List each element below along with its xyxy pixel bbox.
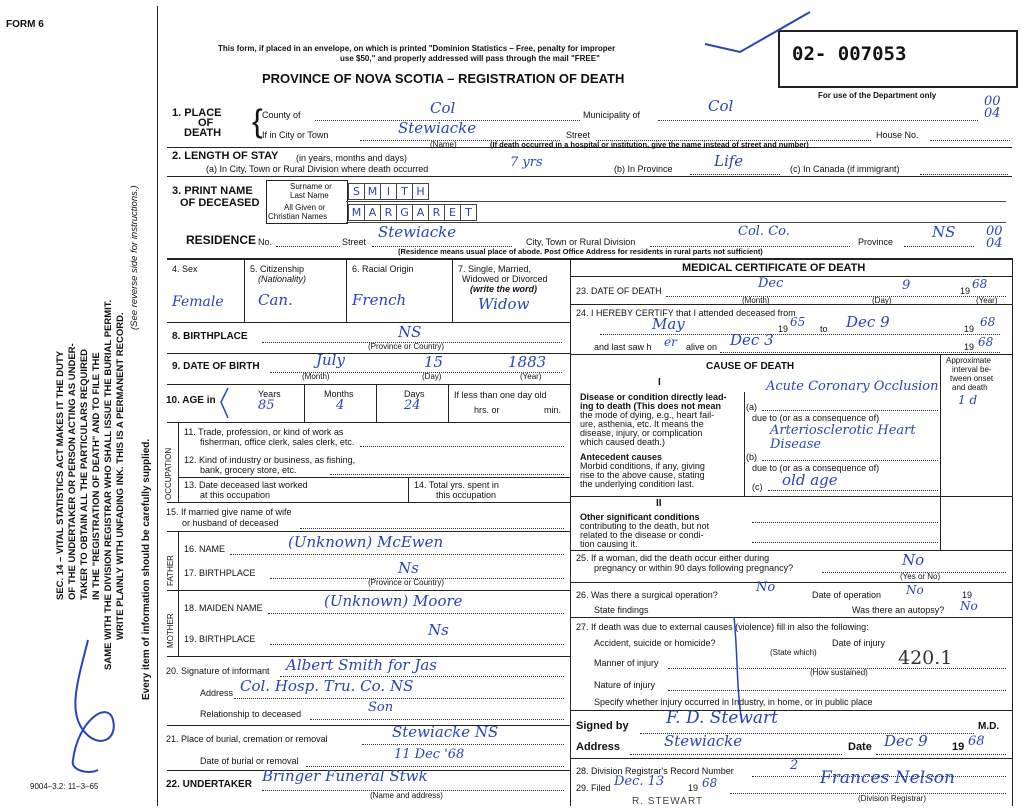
stay-a-value: 7 yrs xyxy=(510,155,543,170)
q25-answer: No xyxy=(902,551,925,569)
father-name-label: 16. NAME xyxy=(184,544,226,554)
q24-bottom xyxy=(570,354,1012,355)
disease-label-4: ure, asthenia, etc. It means the xyxy=(580,419,704,429)
place-label-2: OF xyxy=(198,117,214,129)
residence-label: RESIDENCE xyxy=(186,233,257,247)
given-letter: E xyxy=(444,204,461,221)
residence-note: (Residence means usual place of abode. Post Office Address for residents in rural parts not sufficient) xyxy=(398,247,763,256)
side-text-4: IN THE "REGISTRATION OF DEATH" AND TO FILE THE xyxy=(91,352,102,600)
last-year-prefix: 19 xyxy=(964,342,975,352)
residence-province: NS xyxy=(932,223,956,241)
part-i-label: I xyxy=(658,377,661,388)
municipality-line xyxy=(658,120,978,121)
q23-line xyxy=(666,296,1006,297)
father-birthplace: Ns xyxy=(398,559,419,577)
given-letter: M xyxy=(348,204,365,221)
q11-line1: 11. Trade, profession, or kind of work as xyxy=(184,427,344,437)
stay-a-label: (a) In City, Town or Rural Division where death occurred xyxy=(206,164,429,174)
mother-maiden: (Unknown) Moore xyxy=(324,592,463,610)
side-text-6: WRITE PLAINLY WITH UNFADING INK. THIS IS A PERMANENT RECORD. xyxy=(115,312,126,640)
stay-b-label: (b) In Province xyxy=(614,164,673,174)
dob-year: 1883 xyxy=(508,353,547,371)
cause-c: old age xyxy=(782,471,838,489)
residence-street-label: Street xyxy=(342,237,367,247)
county-label: County of xyxy=(262,110,301,120)
age-days: 24 xyxy=(404,398,421,413)
disease-label-2: ing to death (This does not mean xyxy=(580,401,722,411)
burial-date: 11 Dec '68 xyxy=(394,747,465,762)
q23-bottom xyxy=(570,304,1012,305)
racial-divider xyxy=(452,258,453,322)
state-which: (State which) xyxy=(770,648,817,657)
informant-address: Col. Hosp. Tru. Co. NS xyxy=(240,677,414,695)
antecedent-label-1: Antecedent causes xyxy=(580,452,663,462)
less-day-label: If less than one day old xyxy=(454,390,547,400)
hospital-note: (If death occurred in a hospital or institution, give the name instead of street and number) xyxy=(490,140,809,149)
filed-date: Dec. 13 xyxy=(614,774,665,789)
stay-hint: (in years, months and days) xyxy=(296,153,408,163)
age-years: 85 xyxy=(258,398,275,413)
to-year: 68 xyxy=(980,315,996,329)
dob-day-sub: (Day) xyxy=(422,372,442,381)
spouse-label-1: 15. If married give name of wife xyxy=(166,507,292,517)
medical-header: MEDICAL CERTIFICATE OF DEATH xyxy=(682,262,866,274)
marital-label-2: Widowed or Divorced xyxy=(462,274,548,284)
last-year: 68 xyxy=(978,335,994,349)
death-day: 9 xyxy=(902,278,911,293)
sign-address-line xyxy=(630,754,842,755)
marital-label-1: 7. Single, Married, xyxy=(458,264,532,274)
registrar-sub: (Division Registrar) xyxy=(858,794,927,803)
how-sustained: (How sustained) xyxy=(810,668,868,677)
q13-line1: 13. Date deceased last worked xyxy=(184,480,308,490)
sign-address-label: Address xyxy=(576,741,621,753)
part-ii-label: II xyxy=(656,498,662,509)
death-year: 68 xyxy=(972,277,988,291)
age-months: 4 xyxy=(336,398,345,413)
brace-icon: { xyxy=(252,103,263,139)
disease-label-6: which caused death.) xyxy=(580,437,666,447)
q26-bottom xyxy=(570,617,1012,618)
center-divider xyxy=(570,258,571,806)
name-label-2: OF DECEASED xyxy=(180,197,260,209)
informant-address-line xyxy=(234,698,564,699)
county-value: Col xyxy=(430,99,456,117)
q14-line1: 14. Total yrs. spent in xyxy=(414,480,499,490)
last-saw-date: Dec 3 xyxy=(730,331,774,349)
antecedent-label-2: Morbid conditions, if any, giving xyxy=(580,461,705,471)
informant-bottom xyxy=(167,725,570,726)
surname-cells xyxy=(346,181,1006,202)
autopsy: No xyxy=(960,599,978,613)
age-bracket xyxy=(218,386,230,420)
injury-date-label: Date of injury xyxy=(832,638,886,648)
father-side-label: FATHER xyxy=(166,555,175,586)
other-line-2 xyxy=(752,542,938,543)
given-letter: T xyxy=(460,204,477,221)
mother-birthplace-line xyxy=(270,644,564,645)
residence-province-line xyxy=(904,246,974,247)
other-label-1: Other significant conditions xyxy=(580,512,700,522)
min-label: min. xyxy=(544,405,562,415)
surname-label-1: Surname or xyxy=(290,182,332,191)
q24-label: 24. I HEREBY CERTIFY that I attended deceased from xyxy=(576,308,796,318)
medical-header-line xyxy=(570,276,1012,277)
md-label: M.D. xyxy=(978,721,1000,732)
antecedent-label-3: rise to the above cause, stating xyxy=(580,470,705,480)
side-text-2: OF THE UNDERTAKER OR PERSON ACTING AS UNDER- xyxy=(67,343,78,600)
death-month-sub: (Month) xyxy=(742,296,770,305)
other-label-4: tion causing it. xyxy=(580,539,638,549)
informant-address-label: Address xyxy=(200,688,234,698)
personal-row-bottom xyxy=(167,322,570,323)
q12-line1: 12. Kind of industry or business, as fishing, xyxy=(184,455,356,465)
municipality-value: Col xyxy=(708,97,734,115)
birthplace-sub: (Province or Country) xyxy=(368,342,445,351)
death-year-sub: (Year) xyxy=(976,296,998,305)
part-i-bottom xyxy=(570,496,1012,497)
informant-relationship-label: Relationship to deceased xyxy=(200,709,302,719)
surname-letter: H xyxy=(412,183,429,200)
name-sublabel: (Name) xyxy=(430,140,457,149)
burial-date-label: Date of burial or removal xyxy=(200,756,299,766)
alive-label: alive on xyxy=(686,342,718,352)
residence-no-line xyxy=(276,246,340,247)
sex-divider xyxy=(244,258,245,322)
mother-birthplace-label: 19. BIRTHPLACE xyxy=(184,634,256,644)
signed-value: F. D. Stewart xyxy=(666,708,778,728)
citizenship-sub: (Nationality) xyxy=(258,274,307,284)
sign-year: 68 xyxy=(968,734,985,749)
death-day-sub: (Day) xyxy=(872,296,892,305)
autopsy-label: Was there an autopsy? xyxy=(852,605,945,615)
father-name: (Unknown) McEwen xyxy=(288,533,444,551)
dept-use-label: For use of the Department only xyxy=(818,91,937,100)
citizenship-label: 5. Citizenship xyxy=(250,264,305,274)
given-letter: A xyxy=(364,204,381,221)
cause-bracket xyxy=(744,392,745,496)
marital-value: Widow xyxy=(478,295,530,313)
informant-sig: Albert Smith for Jas xyxy=(286,656,438,674)
code-420: 420.1 xyxy=(898,647,953,669)
sign-address: Stewiacke xyxy=(664,732,743,750)
from-year-prefix: 19 xyxy=(778,324,789,334)
cause-a-interval: 1 d xyxy=(958,393,978,407)
due-to-2: due to (or as a consequence of) xyxy=(752,463,880,473)
disease-label-3: the mode of dying, e.g., heart fail- xyxy=(580,410,715,420)
q28-label: 28. Division Registrar's Record Number xyxy=(576,766,734,776)
racial-value: French xyxy=(352,291,407,309)
attended-to: Dec 9 xyxy=(846,313,890,331)
registration-number: 02- 007053 xyxy=(792,43,907,65)
signed-label: Signed by xyxy=(576,720,629,732)
specify-label: Specify whether injury occurred in Industry, in home, or in public place xyxy=(594,697,873,707)
check-mark-icon xyxy=(700,6,820,56)
antecedent-label-4: the underlying condition last. xyxy=(580,479,695,489)
given-letter: G xyxy=(396,204,413,221)
section-divider-2 xyxy=(167,176,1012,177)
op-date-label: Date of operation xyxy=(812,590,882,600)
mailing-notice-line2: use $50," and properly addressed will pass through the mail "FREE" xyxy=(340,54,600,63)
undertaker-label: 22. UNDERTAKER xyxy=(166,779,252,790)
age-label: 10. AGE in xyxy=(166,395,216,406)
q13-line2: at this occupation xyxy=(200,490,271,500)
stay-label: 2. LENGTH OF STAY xyxy=(172,150,279,162)
last-saw-label: and last saw h xyxy=(594,342,652,352)
stay-b-line xyxy=(690,174,780,175)
age-days-label: Days xyxy=(404,389,425,399)
age-row-bottom xyxy=(167,422,570,423)
nature-label: Nature of injury xyxy=(594,680,656,690)
q26-answer: No xyxy=(756,580,776,595)
mother-maiden-line xyxy=(268,613,564,614)
sign-date-line xyxy=(876,754,1006,755)
residence-no-label: No. xyxy=(258,237,273,247)
occupation-side-label: OCCUPATION xyxy=(164,447,173,500)
residence-city-label: City, Town or Rural Division xyxy=(526,237,636,247)
place-label-1: 1. PLACE xyxy=(172,107,222,119)
burial-place: Stewiacke NS xyxy=(392,723,499,741)
hrs-label: hrs. or xyxy=(474,405,500,415)
age-div-2 xyxy=(376,384,377,422)
parents-sidebar-line xyxy=(178,531,179,656)
registrar-name: Frances Nelson xyxy=(820,768,955,788)
citizenship-value: Can. xyxy=(258,291,293,309)
given-label-2: Christian Names xyxy=(268,212,328,221)
spouse-label-2: or husband of deceased xyxy=(182,518,279,528)
spouse-line xyxy=(300,528,564,529)
father-name-line xyxy=(230,554,564,555)
cause-b: Arteriosclerotic Heart Disease xyxy=(770,423,916,452)
other-label-2: contributing to the death, but not xyxy=(580,521,710,531)
given-label-1: All Given or xyxy=(284,203,326,212)
other-label-3: related to the disease or condi- xyxy=(580,530,704,540)
age-months-label: Months xyxy=(324,389,354,399)
cause-a-line xyxy=(762,410,938,411)
given-letter: R xyxy=(428,204,445,221)
residence-city: Col. Co. xyxy=(738,224,790,239)
q27-label: 27. If death was due to external causes (violence) fill in also the following: xyxy=(576,622,869,632)
occupation-bottom xyxy=(167,502,570,503)
dob-day: 15 xyxy=(424,353,444,371)
municipality-label: Municipality of xyxy=(583,110,641,120)
cause-c-line xyxy=(768,490,938,491)
residence-street: Stewiacke xyxy=(378,223,457,241)
given-letter: R xyxy=(380,204,397,221)
disease-label-5: disease, injury, or complication xyxy=(580,428,703,438)
age-div-3 xyxy=(448,384,449,422)
q12-line xyxy=(330,474,564,475)
filed-year: 68 xyxy=(702,776,718,790)
stay-c-line xyxy=(920,174,1008,175)
mother-maiden-label: 18. MAIDEN NAME xyxy=(184,603,263,613)
stay-c-label: (c) In Canada (if immigrant) xyxy=(790,164,900,174)
dob-row-bottom xyxy=(167,384,570,385)
last-saw-hw: er xyxy=(664,335,677,349)
house-label: House No. xyxy=(876,130,919,140)
surname-letter: M xyxy=(364,183,381,200)
informant-relationship-line xyxy=(310,719,564,720)
part-ii-bottom xyxy=(570,550,1012,551)
nature-line xyxy=(668,690,1006,691)
sign-date-label: Date xyxy=(848,741,872,753)
residence-code: 00 04 xyxy=(986,224,1003,251)
side-text-1: SEC. 14 – VITAL STATISTICS ACT MAKES IT THE DUTY xyxy=(55,350,66,600)
state-findings: State findings xyxy=(594,605,649,615)
birthplace-label: 8. BIRTHPLACE xyxy=(172,331,248,342)
q11-line xyxy=(360,446,564,447)
stay-b-value: Life xyxy=(714,152,744,170)
city-value: Stewiacke xyxy=(398,119,477,137)
father-mother-divider xyxy=(167,590,570,591)
surname-letter: I xyxy=(380,183,397,200)
death-month: Dec xyxy=(758,276,784,291)
dept-code: 00 04 xyxy=(984,94,1001,121)
death-year-prefix: 19 xyxy=(960,286,971,296)
father-birthplace-sub: (Province or Country) xyxy=(368,578,445,587)
age-div-1 xyxy=(304,384,305,422)
to-year-prefix: 19 xyxy=(964,324,975,334)
cause-a-label: (a) xyxy=(746,402,757,412)
q24-from-line xyxy=(600,334,1000,335)
frame-right xyxy=(1012,258,1013,806)
accident-label: Accident, suicide or homicide? xyxy=(594,638,716,648)
birthplace-value: NS xyxy=(398,323,422,341)
q26-label: 26. Was there a surgical operation? xyxy=(576,590,718,600)
form-label: FORM 6 xyxy=(6,19,44,30)
ink-scribble xyxy=(58,620,128,780)
dob-label: 9. DATE OF BIRTH xyxy=(172,361,260,372)
dob-year-sub: (Year) xyxy=(520,372,542,381)
dob-month: July xyxy=(316,351,345,369)
page-title: PROVINCE OF NOVA SCOTIA – REGISTRATION OF DEATH xyxy=(262,71,625,86)
interval-label-2: interval be- xyxy=(952,365,992,374)
q13-q14-divider xyxy=(408,477,409,502)
q25-line2: pregnancy or within 90 days following pregnancy? xyxy=(594,563,794,573)
side-text-5: SAME WITH THE DIVISION REGISTRAR WHO SHALL ISSUE THE BURIAL PERMIT. xyxy=(103,299,114,670)
residence-province-label: Province xyxy=(858,237,894,247)
interval-label-1: Approximate xyxy=(946,356,991,365)
street-label: Street xyxy=(566,130,591,140)
interval-label-3: tween onset xyxy=(950,374,994,383)
q27-bottom xyxy=(570,710,1012,711)
side-text-7: (See reverse side for instructions.) xyxy=(129,185,140,330)
mother-birthplace: Ns xyxy=(428,621,449,639)
place-label-3: DEATH xyxy=(184,127,222,139)
form-code: 9004–3.2: 11–3–65 xyxy=(30,782,99,791)
spouse-bottom xyxy=(167,531,570,532)
cause-c-label: (c) xyxy=(752,482,763,492)
burial-place-label: 21. Place of burial, cremation or removal xyxy=(166,734,328,744)
disease-label-1: Disease or condition directly lead- xyxy=(580,392,727,402)
q11-line2: fisherman, office clerk, sales clerk, etc. xyxy=(200,437,355,447)
record-number: 2 xyxy=(790,758,799,773)
last-saw-line xyxy=(720,352,1000,353)
filed-year-prefix: 19 xyxy=(688,783,699,793)
dob-month-sub: (Month) xyxy=(302,372,330,381)
other-line-1 xyxy=(752,522,938,523)
due-to-1: due to (or as a consequence of) xyxy=(752,413,880,423)
informant-relationship: Son xyxy=(368,700,394,715)
sign-year-prefix: 19 xyxy=(952,741,965,753)
q23-label: 23. DATE OF DEATH xyxy=(576,286,662,296)
q29-label: 29. Filed xyxy=(576,783,611,793)
side-text-8: Every item of information should be carefully supplied. xyxy=(141,438,152,700)
occupation-sidebar-line xyxy=(178,422,179,502)
burial-place-line xyxy=(362,744,564,745)
to-label: to xyxy=(820,324,828,334)
mother-side-label: MOTHER xyxy=(166,613,175,648)
q12-line2: bank, grocery store, etc. xyxy=(200,465,297,475)
manner-label: Manner of injury xyxy=(594,658,659,668)
cause-header: CAUSE OF DEATH xyxy=(706,361,795,372)
sex-label: 4. Sex xyxy=(172,264,198,274)
given-letter: A xyxy=(412,204,429,221)
city-label: If in City or Town xyxy=(262,130,329,140)
mailing-notice-line1: This form, if placed in an envelope, on which is printed "Dominion Statistics – Free, penalty for improper xyxy=(218,44,616,53)
father-birthplace-label: 17. BIRTHPLACE xyxy=(184,568,256,578)
marital-label-3: (write the word) xyxy=(470,284,537,294)
occupation-inner-divider xyxy=(178,477,570,478)
undertaker-value: Bringer Funeral Stwk xyxy=(262,767,428,785)
sign-date: Dec 9 xyxy=(884,732,928,750)
name-label-1: 3. PRINT NAME xyxy=(172,185,253,197)
informant-sig-label: 20. Signature of informant xyxy=(166,666,270,676)
sex-value: Female xyxy=(172,294,224,310)
racial-label: 6. Racial Origin xyxy=(352,264,414,274)
cause-a: Acute Coronary Occlusion xyxy=(766,379,939,394)
q25-bottom xyxy=(570,582,1012,583)
undertaker-sub: (Name and address) xyxy=(370,791,443,800)
citizenship-divider xyxy=(346,258,347,322)
surname-letter: T xyxy=(396,183,413,200)
registrar-stamp: R. STEWART xyxy=(632,796,704,807)
surname-label-2: Last Name xyxy=(290,191,329,200)
house-line xyxy=(930,140,1010,141)
interval-label-4: and death xyxy=(952,383,988,392)
q25-yes-no: (Yes or No) xyxy=(900,572,941,581)
cause-b-label: (b) xyxy=(746,452,757,462)
q14-line2: this occupation xyxy=(436,490,497,500)
surname-letter: S xyxy=(348,183,365,200)
age-years-label: Years xyxy=(258,389,281,399)
left-border xyxy=(157,6,158,806)
side-text-3: TAKER TO OBTAIN ALL THE PARTICULARS REQUIRED xyxy=(79,348,90,600)
op-date: No xyxy=(906,583,924,597)
op-year-prefix: 19 xyxy=(962,590,973,600)
attended-from: May xyxy=(652,315,685,333)
q25-line1: 25. If a woman, did the death occur either during xyxy=(576,553,770,563)
cause-b-line xyxy=(762,460,938,461)
section-divider-3 xyxy=(167,258,1012,260)
from-year: 65 xyxy=(790,315,806,329)
